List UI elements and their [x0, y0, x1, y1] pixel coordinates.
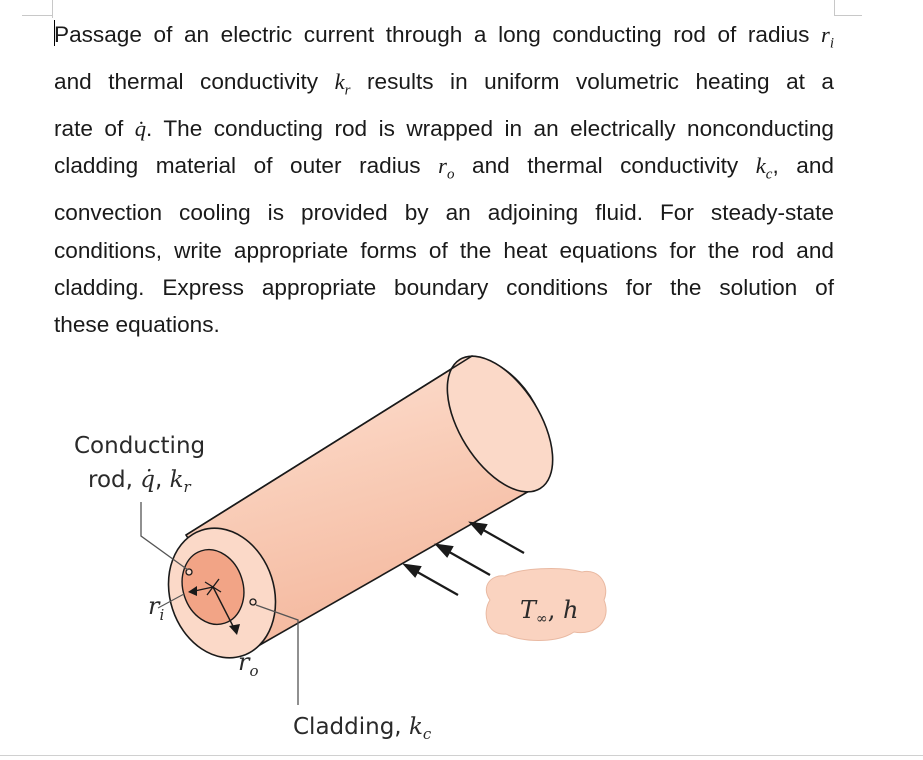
problem-line: and thermal conductivity $k_r$ results in uniform volumetric heating at a — [54, 68, 834, 99]
rod-cladding-figure — [0, 330, 923, 750]
cladding-label: Cladding, $k_c$ — [293, 714, 432, 743]
fluid-cloud — [486, 569, 606, 641]
problem-line: convection cooling is provided by an adjoining fluid. For steady-state — [54, 200, 834, 226]
fluid-label: $T_\infty$, h — [520, 596, 579, 627]
problem-line: cladding material of outer radius $r_o$ and thermal conductivity $k_c$, and — [54, 153, 834, 183]
rod-label-line2: rod, q̇, $k_r$ — [88, 467, 191, 496]
ro-label: $r_o$ — [238, 648, 259, 680]
problem-line: rate of q̇. The conducting rod is wrapped in an electrically nonconducting — [54, 115, 834, 141]
rod-label-line1: Conducting — [74, 433, 206, 459]
margin-corner-mark — [834, 15, 862, 17]
ri-label: $r_i$ — [148, 592, 165, 624]
page-bottom-rule — [0, 755, 923, 756]
figure-svg — [0, 330, 923, 750]
margin-corner-mark — [22, 15, 53, 20]
problem-line: these equations. — [54, 312, 220, 338]
problem-statement[interactable] — [54, 16, 834, 344]
problem-line: conditions, write appropriate forms of the heat equations for the rod and — [54, 237, 834, 263]
problem-line: Passage of an electric current through a long conducting rod of radius $r_i$ — [54, 22, 834, 52]
problem-line: cladding. Express appropriate boundary conditions for the solution of — [54, 274, 834, 300]
margin-corner-mark — [834, 0, 836, 16]
